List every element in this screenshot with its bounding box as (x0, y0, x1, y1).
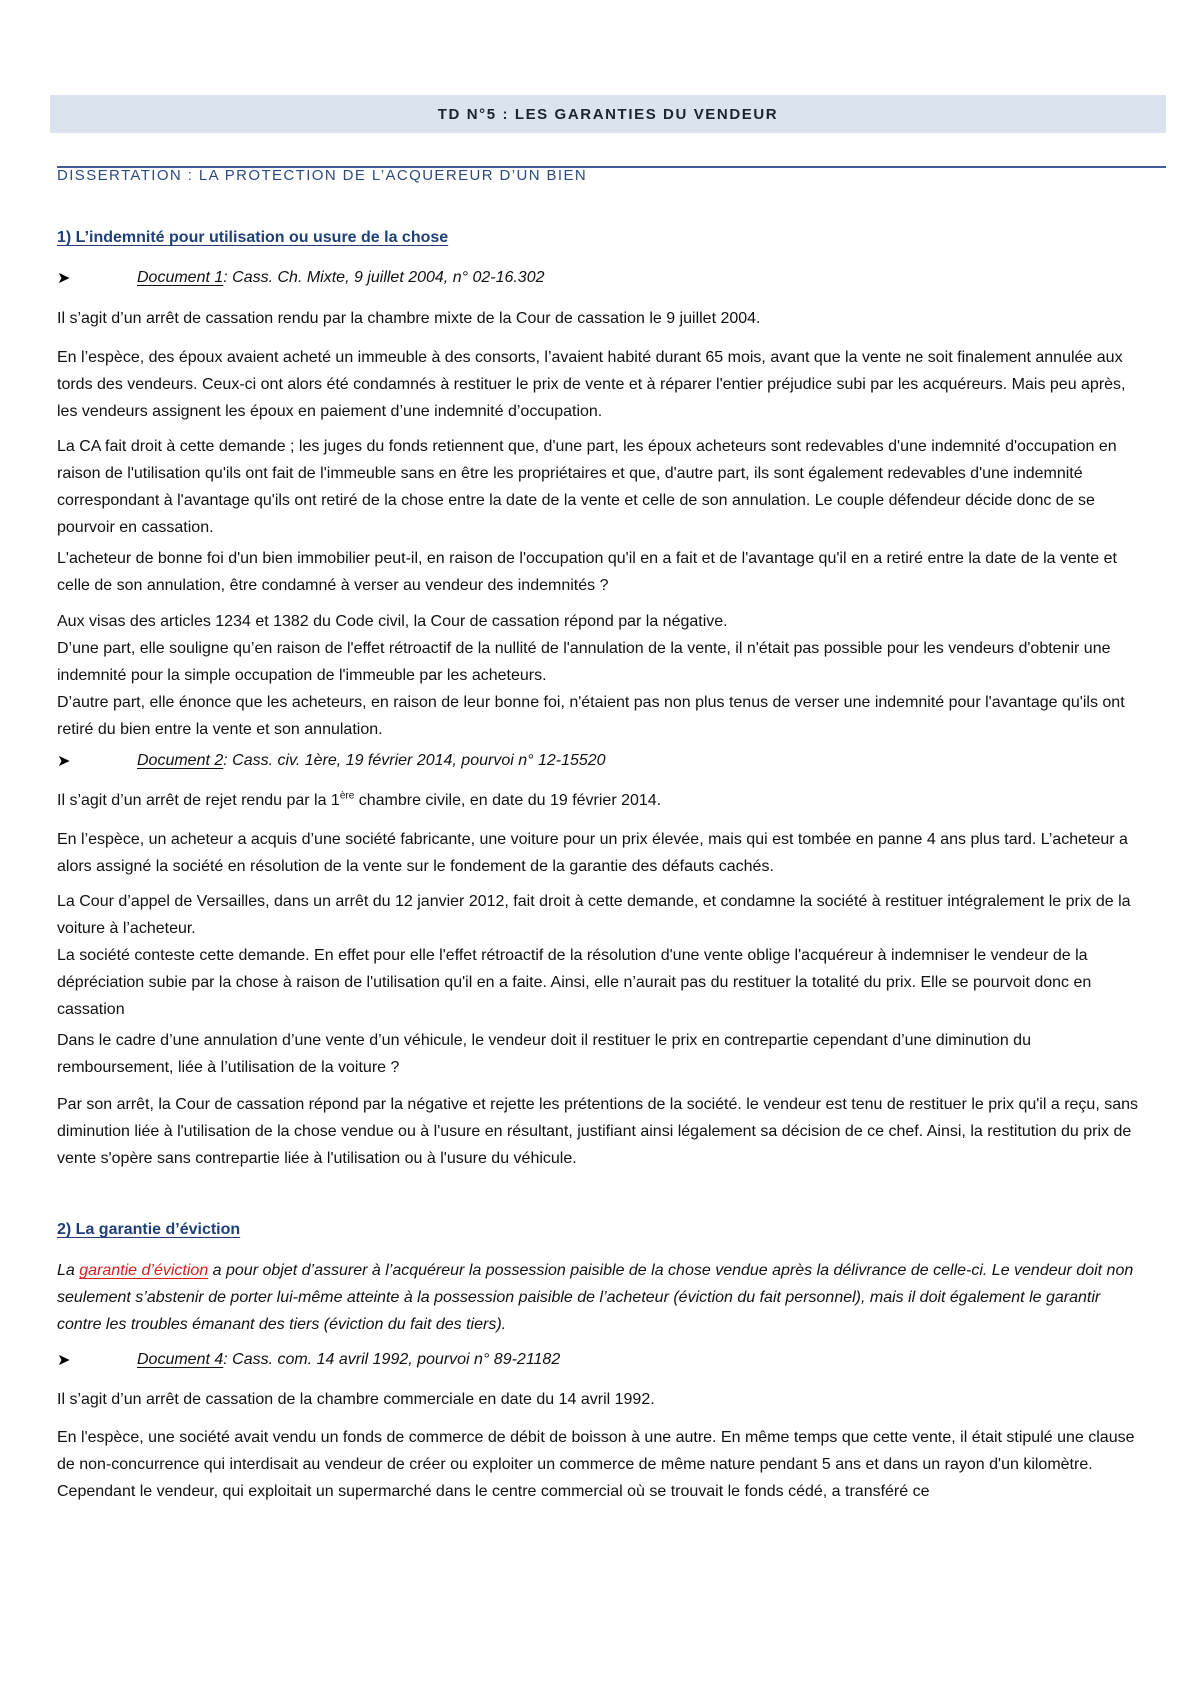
title-banner (50, 95, 1166, 133)
dissertation-heading: DISSERTATION : LA PROTECTION DE L’ACQUEREUR D’UN BIEN (57, 167, 588, 184)
doc2-intro-text: Il s’agit d’un arrêt de rejet rendu par la 1 (57, 792, 340, 809)
doc2-intro-text-end: chambre civile, en date du 19 février 2014. (354, 792, 662, 809)
doc1-paragraph-1: Il s’agit d’un arrêt de cassation rendu par la chambre mixte de la Cour de cassation le 9 juillet 2004. (57, 310, 761, 327)
document-4-label: Document 4 (137, 1351, 224, 1368)
arrowhead-bullet-icon: ➤ (57, 753, 71, 770)
doc1-paragraph-2: En l’espèce, des époux avaient acheté un immeuble à des consorts, l’avaient habité durant 65 mois, avant que la vente ne soit finalement annulée aux tords des vendeurs. Ceux-ci ont alors été condamnés à restituer le prix de vente et à réparer l'entier préjudice subi par les acquéreurs. Mais peu après, les vendeurs assignent les époux en paiement d’une indemnité d’occupation. (57, 349, 1126, 420)
eviction-intro-start: La (57, 1262, 80, 1279)
eviction-definition (57, 1257, 1147, 1338)
doc4-intro: Il s’agit d’un arrêt de cassation de la chambre commerciale en date du 14 avril 1992. (57, 1391, 655, 1408)
doc4-facts-line-2: Cependant le vendeur, qui exploitait un supermarché dans le centre commercial où se trouvait le fonds cédé, a transféré ce (57, 1483, 930, 1500)
eviction-intro-end: a pour objet d’assurer à l’acquéreur la possession paisible de la chose vendue après la délivrance de celle-ci. Le vendeur doit non seulement s’abstenir de porter lui-même atteinte à la possession paisible de l’acheteur (éviction du fait personnel), mais il doit également le garantir contre les troubles émanant des tiers (éviction du fait des tiers). (57, 1262, 1134, 1333)
doc1-question: L'acheteur de bonne foi d'un bien immobilier peut-il, en raison de l'occupation qu'il en a fait et de l'avantage qu'il en a retiré entre la date de la vente et celle de son annulation, être condamné à verser au vendeur des indemnités ? (57, 550, 1117, 594)
doc2-intro (57, 787, 1147, 814)
document-2-citation: : Cass. civ. 1ère, 19 février 2014, pourvoi n° 12-15520 (223, 752, 606, 769)
doc1-answer-line-2: D’une part, elle souligne qu’en raison de l'effet rétroactif de la nullité de l'annulation de la vente, il n'était pas possible pour les vendeurs d'obtenir une indemnité pour la simple occupation de l'immeuble par les acheteurs. (57, 640, 1111, 684)
document-4-reference (57, 1350, 560, 1370)
document-4-citation: : Cass. com. 14 avril 1992, pourvoi n° 89-21182 (223, 1351, 561, 1368)
doc1-answer (57, 608, 1147, 743)
document-1-reference (57, 268, 545, 288)
doc2-facts: En l’espèce, un acheteur a acquis d’une société fabricante, une voiture pour un prix élevée, mais qui est tombée en panne 4 ans plus tard. L’acheteur a alors assigné la société en résolution de la vente sur le fondement de la garantie des défauts cachés. (57, 831, 1128, 875)
document-2-label: Document 2 (137, 752, 224, 769)
doc1-answer-line-1: Aux visas des articles 1234 et 1382 du Code civil, la Cour de cassation répond par la négative. (57, 613, 728, 630)
doc2-appeal-line-1: La Cour d’appel de Versailles, dans un arrêt du 12 janvier 2012, fait droit à cette demande, et condamne la société à restituer intégralement le prix de la voiture à l’acheteur. (57, 893, 1131, 937)
doc2-intro-superscript: ère (339, 790, 355, 802)
doc1-paragraph-3: La CA fait droit à cette demande ; les juges du fonds retiennent que, d'une part, les époux acheteurs sont redevables d'une indemnité d'occupation en raison de l'utilisation qu'ils ont fait de l'immeuble sans en être les propriétaires et que, d'autre part, ils sont également redevables d'une indemnité correspondant à l'avantage qu'ils ont retiré de la chose entre la date de la vente et celle de son annulation. Le couple défendeur décide donc de se pourvoir en cassation. (57, 438, 1117, 536)
document-2-reference (57, 751, 606, 771)
page-title: TD N°5 : LES GARANTIES DU VENDEUR (437, 105, 779, 123)
doc4-facts (57, 1424, 1147, 1505)
doc2-answer: Par son arrêt, la Cour de cassation répond par la négative et rejette les prétentions de la société. le vendeur est tenu de restituer le prix qu'il a reçu, sans diminution liée à l'utilisation de la chose vendue ou à l'usure en résultant, justifiant ainsi légalement sa décision de ce chef. Ainsi, la restitution du prix de vente s'opère sans contrepartie liée à l'utilisation ou à l'usure du véhicule. (57, 1096, 1138, 1167)
section-2-heading: 2) La garantie d’éviction (57, 1221, 241, 1238)
arrowhead-bullet-icon: ➤ (57, 1352, 71, 1369)
doc2-appeal-line-2: La société conteste cette demande. En effet pour elle l'effet rétroactif de la résolution d'une vente oblige l'acquéreur à indemniser le vendeur de la dépréciation subie par la chose à raison de l'utilisation qu'il en a faite. Ainsi, elle n’aurait pas du restituer la totalité du prix. Elle se pourvoit donc en cassation (57, 947, 1092, 1018)
garantie-eviction-link[interactable]: garantie d’éviction (79, 1262, 209, 1279)
section-1-heading: 1) L’indemnité pour utilisation ou usure de la chose (57, 229, 449, 246)
doc4-facts-line-1: En l'espèce, une société avait vendu un fonds de commerce de débit de boisson à une autre. En même temps que cette vente, il était stipulé une clause de non-concurrence qui interdisait au vendeur de créer ou exploiter un commerce de même nature pendant 5 ans et dans un rayon d'un kilomètre. (57, 1429, 1135, 1473)
document-1-label: Document 1 (137, 269, 224, 286)
doc1-answer-line-3: D’autre part, elle énonce que les acheteurs, en raison de leur bonne foi, n'étaient pas non plus tenus de verser une indemnité pour l'avantage qu'ils ont retiré du bien entre la vente et son annulation. (57, 694, 1125, 738)
doc2-appeal (57, 888, 1147, 1023)
doc2-question: Dans le cadre d’une annulation d’une vente d’un véhicule, le vendeur doit il restituer le prix en contrepartie cependant d’une diminution du remboursement, liée à l’utilisation de la voiture ? (57, 1032, 1031, 1076)
document-1-citation: : Cass. Ch. Mixte, 9 juillet 2004, n° 02-16.302 (223, 269, 545, 286)
arrowhead-bullet-icon: ➤ (57, 270, 71, 287)
